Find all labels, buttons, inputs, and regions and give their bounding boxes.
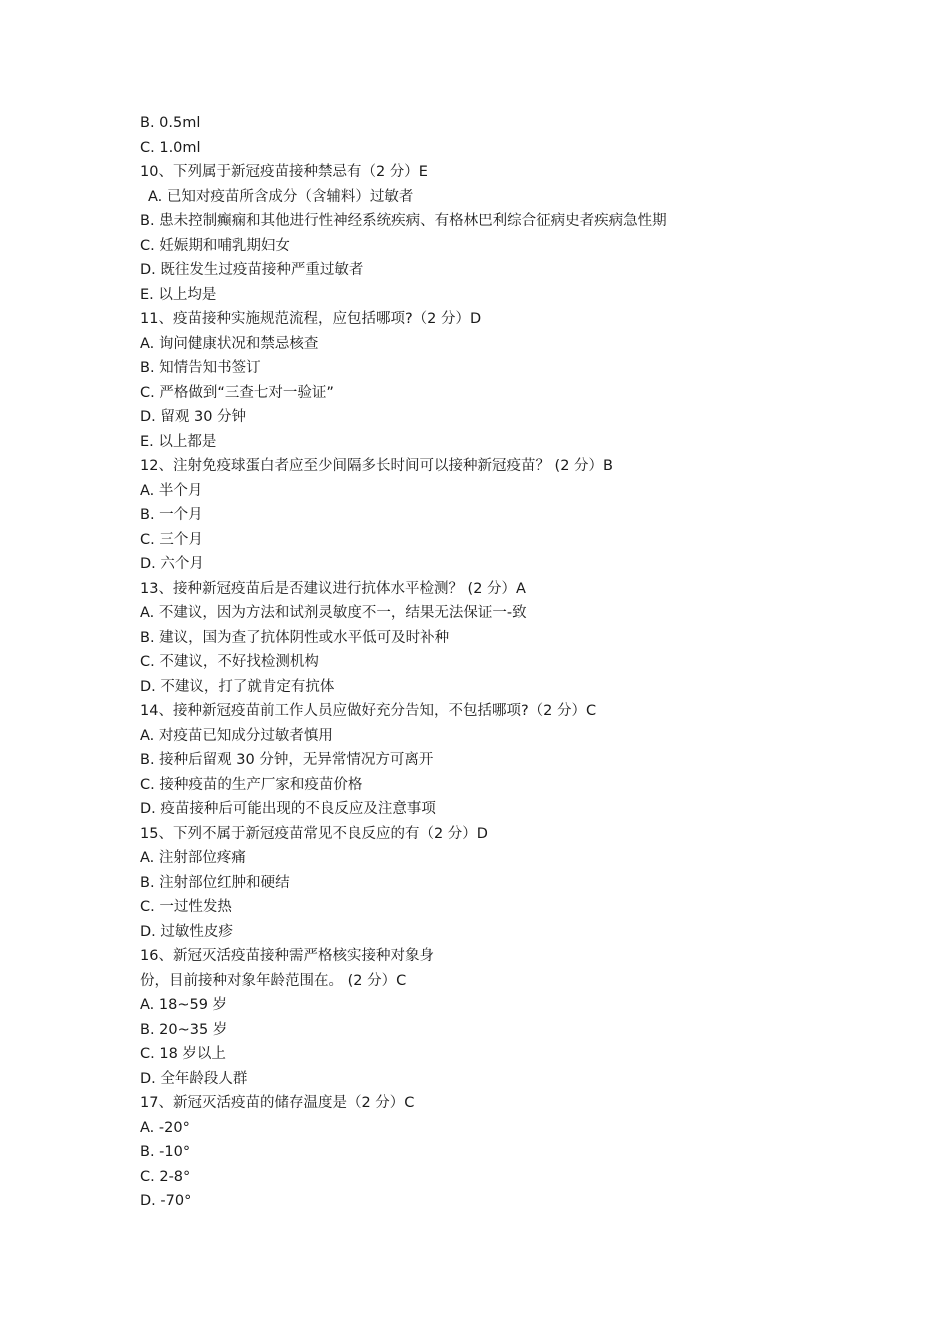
option-b-volume: B. 0.5ml <box>140 115 201 131</box>
q11-option-c: C. 严格做到“三查七对一验证” <box>140 384 334 401</box>
document-body <box>140 111 820 1214</box>
q14-option-c: C. 接种疫苗的生产厂家和疫苗价格 <box>140 776 363 793</box>
q14-option-b: B. 接种后留观 30 分钟，无异常情况方可离开 <box>140 752 434 768</box>
q12-option-a: A. 半个月 <box>140 482 203 499</box>
q16-option-d: D. 全年龄段人群 <box>140 1070 248 1087</box>
q10-option-c: C. 妊娠期和哺乳期妇女 <box>140 237 290 254</box>
question-16-line-1: 16、新冠灭活疫苗接种需严格核实接种对象身 <box>140 948 434 964</box>
q10-option-e: E. 以上均是 <box>140 286 217 303</box>
q15-option-b: B. 注射部位红肿和硬结 <box>140 874 290 891</box>
q14-option-d: D. 疫苗接种后可能出现的不良反应及注意事项 <box>140 801 436 817</box>
q12-option-b: B. 一个月 <box>140 507 203 523</box>
q16-option-a: A. 18~59 岁 <box>140 997 228 1013</box>
q11-option-b: B. 知情告知书签订 <box>140 360 261 376</box>
q16-option-b: B. 20~35 岁 <box>140 1021 228 1038</box>
q12-option-c: C. 三个月 <box>140 531 203 548</box>
q13-option-c: C. 不建议，不好找检测机构 <box>140 654 319 670</box>
q13-option-a: A. 不建议，因为方法和试剂灵敏度不一，结果无法保证一-致 <box>140 605 527 621</box>
q14-option-a: A. 对疫苗已知成分过敏者慎用 <box>140 727 333 744</box>
question-15: 15、下列不属于新冠疫苗常见不良反应的有（2 分）D <box>140 825 488 842</box>
question-11: 11、疫苗接种实施规范流程，应包括哪项?（2 分）D <box>140 311 482 327</box>
question-13: 13、接种新冠疫苗后是否建议进行抗体水平检测？ (2 分）A <box>140 580 526 597</box>
q17-option-b: B. -10° <box>140 1144 191 1160</box>
q17-option-a: A. -20° <box>140 1119 190 1136</box>
q12-option-d: D. 六个月 <box>140 556 204 572</box>
q16-option-c: C. 18 岁以上 <box>140 1046 226 1062</box>
question-12: 12、注射免疫球蛋白者应至少间隔多长时间可以接种新冠疫苗？ (2 分）B <box>140 458 613 474</box>
q15-option-c: C. 一过性发热 <box>140 899 232 915</box>
option-c-volume: C. 1.0ml <box>140 139 201 156</box>
q17-option-c: C. 2-8° <box>140 1168 191 1185</box>
q13-option-d: D. 不建议，打了就肯定有抗体 <box>140 678 335 695</box>
q11-option-a: A. 询问健康状况和禁忌核查 <box>140 335 319 352</box>
question-14: 14、接种新冠疫苗前工作人员应做好充分告知，不包括哪项?（2 分）C <box>140 703 597 719</box>
q10-option-a: A. 已知对疫苗所含成分（含辅料）过敏者 <box>148 188 414 205</box>
q11-option-d: D. 留观 30 分钟 <box>140 409 247 425</box>
question-16-line-2: 份，目前接种对象年龄范围在。 (2 分）C <box>140 972 407 989</box>
q11-option-e: E. 以上都是 <box>140 433 217 450</box>
q17-option-d: D. -70° <box>140 1193 192 1209</box>
q10-option-d: D. 既往发生过疫苗接种严重过敏者 <box>140 262 364 278</box>
q15-option-d: D. 过敏性皮疹 <box>140 923 233 940</box>
q13-option-b: B. 建议，国为查了抗体阴性或水平低可及时补种 <box>140 629 450 646</box>
q10-option-b: B. 患未控制癫痫和其他进行性神经系统疾病、有格林巴利综合征病史者疾病急性期 <box>140 213 667 229</box>
question-10: 10、下列属于新冠疫苗接种禁忌有（2 分）E <box>140 164 428 180</box>
question-17: 17、新冠灭活疫苗的储存温度是（2 分）C <box>140 1095 415 1111</box>
q15-option-a: A. 注射部位疼痛 <box>140 850 246 866</box>
